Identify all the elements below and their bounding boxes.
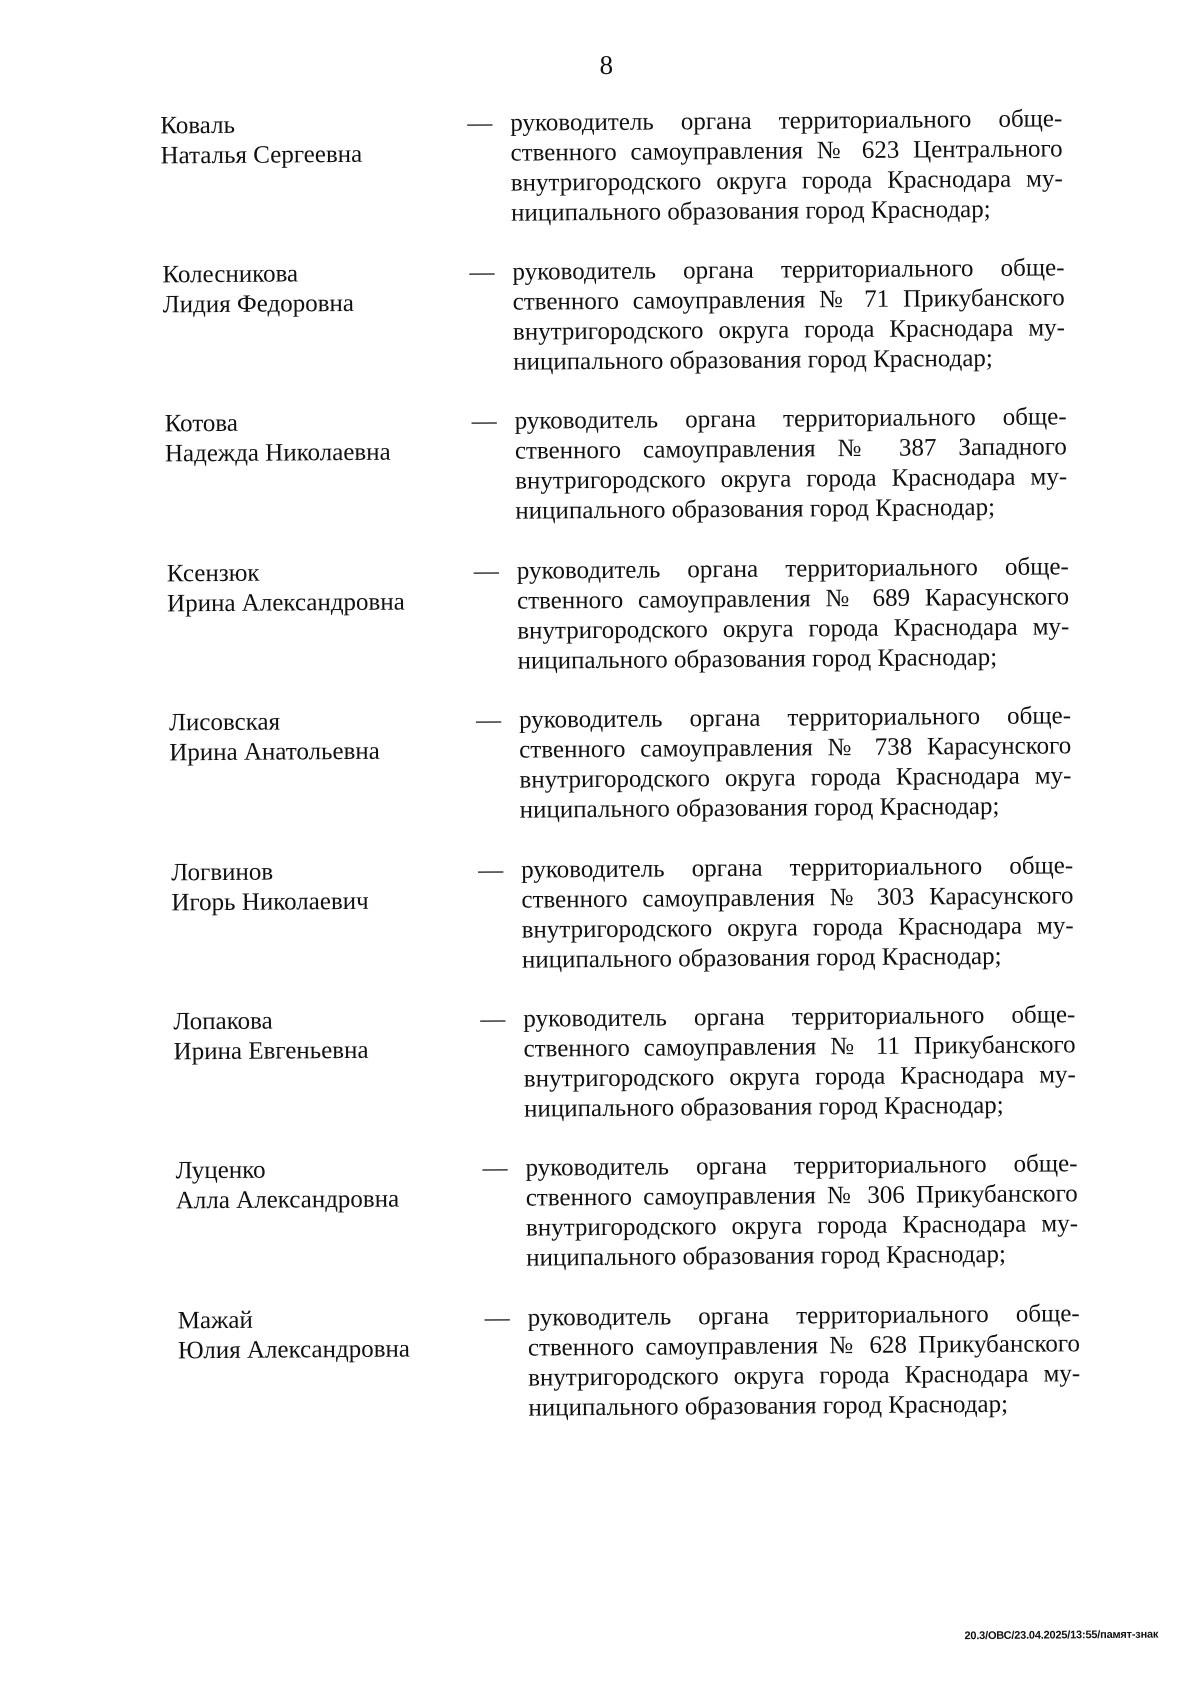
given-names: Ирина Евгеньевна — [173, 1036, 369, 1066]
surname: Логвинов — [171, 858, 274, 887]
position-line: руководитель органа территориального обще- — [516, 553, 1069, 585]
position-description — [528, 1299, 1081, 1423]
surname: Мажай — [177, 1306, 253, 1335]
position-line: ственного самоуправления № 306 Прикубанского — [525, 1180, 1078, 1212]
person-name — [178, 1305, 410, 1367]
position-line: ственного самоуправления № 628 Прикубанского — [527, 1330, 1081, 1362]
list-item — [171, 851, 1172, 999]
position-line: внутригородского округа города Краснодара му- — [515, 463, 1068, 495]
position-line: ниципального образования город Краснодар; — [517, 643, 998, 675]
given-names: Наталья Сергеевна — [160, 140, 363, 170]
surname: Ксензюк — [166, 559, 260, 588]
dash-separator: — — [469, 258, 495, 287]
list-item — [175, 1148, 1176, 1296]
position-line: ниципального образования город Краснодар; — [526, 1240, 1006, 1272]
position-line: ственного самоуправления № 623 Центрального — [510, 135, 1063, 167]
position-line: руководитель органа территориального обще- — [527, 1300, 1080, 1332]
position-line: ственного самоуправления № 387 Западного — [514, 433, 1067, 465]
list-item — [169, 701, 1170, 849]
position-line: руководитель органа территориального обще- — [518, 702, 1072, 734]
dash-separator: — — [471, 407, 497, 435]
position-line: руководитель органа территориального обще- — [510, 105, 1063, 137]
dash-separator: — — [467, 109, 493, 138]
list-item — [160, 104, 1161, 252]
position-line: ниципального образования город Краснодар; — [513, 344, 993, 376]
list-item — [167, 552, 1168, 700]
dash-separator: — — [478, 856, 504, 884]
surname: Луценко — [175, 1156, 266, 1185]
given-names: Ирина Анатольевна — [169, 737, 380, 767]
position-description — [519, 701, 1072, 825]
list-item — [173, 1000, 1174, 1148]
position-line: внутригородского округа города Краснодара му- — [528, 1360, 1081, 1392]
position-description — [517, 552, 1070, 676]
dash-separator: — — [482, 1154, 508, 1182]
person-name — [160, 110, 362, 172]
position-line: внутригородского округа города Краснодара му- — [521, 912, 1074, 944]
position-line: внутригородского округа города Краснодара му- — [517, 613, 1070, 645]
position-line: внутригородского округа города Краснодара му- — [519, 762, 1072, 794]
position-line: ниципального образования город Краснодар; — [528, 1390, 1009, 1422]
position-description — [523, 1000, 1076, 1124]
list-item — [165, 402, 1166, 550]
position-description — [521, 851, 1074, 975]
position-line: внутригородского округа города Краснодара му- — [523, 1061, 1076, 1093]
person-name — [171, 857, 369, 919]
dash-separator: — — [475, 706, 502, 734]
list-item — [178, 1298, 1179, 1446]
document-registration-code: 20.3/ОВС/23.04.2025/13:55/памят-знак — [964, 1628, 1159, 1643]
position-description — [512, 253, 1065, 377]
position-line: ственного самоуправления № 11 Прикубанского — [523, 1031, 1076, 1063]
person-name — [173, 1006, 368, 1068]
position-description — [525, 1149, 1078, 1273]
surname: Котова — [164, 409, 239, 438]
position-description — [510, 104, 1063, 228]
position-line: ниципального образования город Краснодар; — [521, 942, 1002, 974]
position-line: ственного самоуправления № 738 Карасунского — [519, 732, 1072, 764]
position-line: внутригородского округа города Краснодара му- — [510, 165, 1063, 197]
given-names: Юлия Александровна — [177, 1335, 411, 1365]
position-line: ниципального образования город Краснодар; — [510, 195, 991, 227]
position-line: ниципального образования город Краснодар; — [523, 1091, 1004, 1123]
position-line: руководитель органа территориального обще- — [525, 1150, 1078, 1182]
page-number: 8 — [599, 49, 614, 80]
given-names: Лидия Федоровна — [162, 289, 355, 319]
position-line: внутригородского округа города Краснодара му- — [512, 314, 1066, 346]
position-line: ниципального образования город Краснодар; — [515, 493, 996, 525]
position-line: ственного самоуправления № 303 Карасунского — [521, 882, 1074, 914]
given-names: Игорь Николаевич — [171, 887, 369, 917]
person-name — [167, 558, 405, 620]
given-names: Надежда Николаевна — [164, 438, 391, 468]
position-line: ственного самоуправления № 71 Прикубанского — [512, 284, 1065, 316]
position-line: руководитель органа территориального обще- — [514, 403, 1067, 435]
surname: Лисовская — [168, 708, 281, 737]
position-line: ственного самоуправления № 689 Карасунского — [516, 583, 1070, 615]
person-name — [162, 259, 354, 320]
person-name — [169, 707, 380, 769]
position-description — [515, 402, 1068, 526]
given-names: Алла Александровна — [175, 1185, 400, 1215]
position-line: руководитель органа территориального обще- — [523, 1001, 1076, 1033]
position-line: ниципального образования город Краснодар; — [519, 792, 1000, 824]
dash-separator: — — [480, 1005, 506, 1033]
surname: Лопакова — [173, 1007, 273, 1036]
given-names: Ирина Александровна — [166, 588, 405, 618]
dash-separator: — — [473, 557, 499, 585]
position-line: руководитель органа территориального обще- — [512, 254, 1065, 286]
position-line: руководитель органа территориального обще- — [521, 852, 1074, 884]
surname: Колесникова — [162, 260, 299, 289]
position-line: внутригородского округа города Краснодара му- — [525, 1210, 1079, 1242]
dash-separator: — — [484, 1304, 510, 1332]
surname: Коваль — [160, 111, 236, 140]
person-name — [165, 408, 391, 470]
person-name — [175, 1155, 399, 1217]
list-item — [162, 253, 1163, 401]
